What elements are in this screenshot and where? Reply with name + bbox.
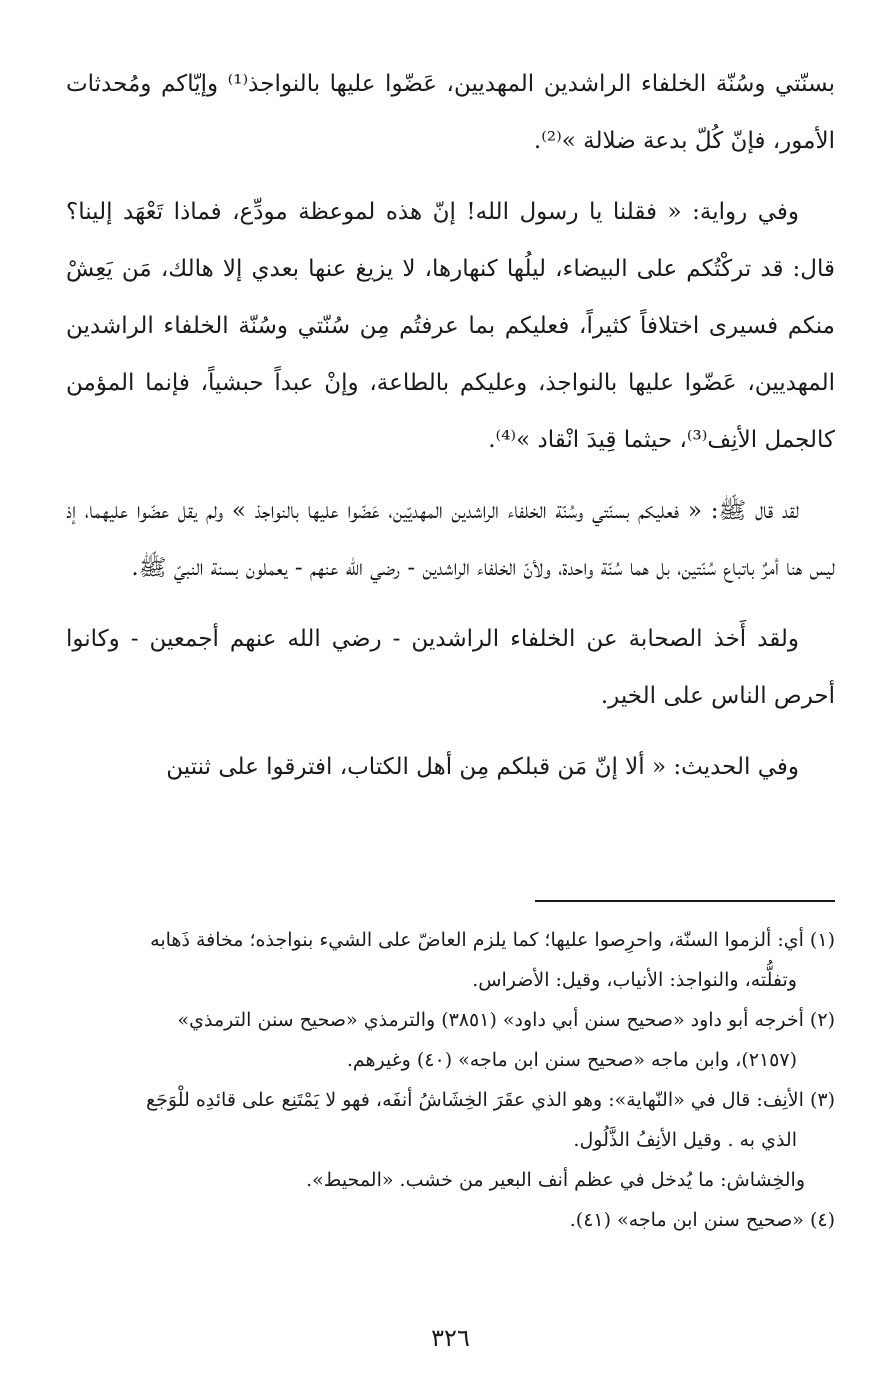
page-number: ٣٢٦ <box>431 1324 470 1352</box>
paragraph-hadith-start: وفي الحديث: « ألا إنّ مَن قبلكم مِن أهل الكتاب، افترقوا على ثنتين <box>166 754 799 780</box>
footnote-separator <box>535 900 835 902</box>
footnotes <box>66 920 835 1240</box>
footnote-3-line-2: الذي به . وقيل الأنِفُ الذَّلُول. <box>573 1129 797 1151</box>
footnote-3-line-3: والخِشاش: ما يُدخل في عظم أنف البعير من خشب. «المحيط». <box>306 1169 805 1191</box>
paragraph-hadith-continuation: بسنّتي وسُنّة الخلفاء الراشدين المهديين، عَضّوا عليها بالنواجذ⁽¹⁾ وإيّاكم ومُحدثات الأمور، فإنّ كُلّ بدعة ضلالة »⁽²⁾. <box>66 71 835 154</box>
footnote-3-line-1: (٣) الأنِف: قال في «النّهاية»: وهو الذي عقَرَ الخِشَاشُ أنفَه، فهو لا يَمْتَنِع على قائدِه للْوَجَع <box>146 1089 835 1111</box>
footnote-2-line-1: (٢) أخرجه أبو داود «صحيح سنن أبي داود» (٣٨٥١) والترمذي «صحيح سنن الترمذي» <box>177 1009 835 1031</box>
footnote-2-line-2: (٢١٥٧)، وابن ماجه «صحيح سنن ابن ماجه» (٤٠) وغيرهم. <box>346 1049 797 1071</box>
footnote-4-line-1: (٤) «صحيح سنن ابن ماجه» (٤١). <box>569 1209 835 1231</box>
paragraph-sahaba: ولقد أَخذ الصحابة عن الخلفاء الراشدين - رضي الله عنهم أجمعين - وكانوا أحرص الناس على الخير. <box>66 626 835 709</box>
footnote-1-line-1: (١) أي: ألزموا السنّة، واحرِصوا عليها؛ كما يلزم العاضّ على الشيء بنواجذه؛ مخافة ذَهابه <box>150 929 835 951</box>
paragraph-riwaya: وفي رواية: « فقلنا يا رسول الله! إنّ هذه لموعظة مودِّع، فماذا تَعْهَد إلينا؟ قال: قد تركْتُكم على البيضاء، ليلُها كنهارها، لا يزيغ عنها بعدي إلا هالك، مَن يَعِشْ منكم فسيرى اختلافاً كثيراً، فعليكم بما عرفتُم مِن سُنّتي وسُنّة الخلفاء الراشدين المهديين، عَضّوا عليها بالنواجذ، وعليكم بالطاعة، وإنْ عبداً حبشياً، فإنما المؤمن كالجمل الأنِف⁽³⁾، حيثما قِيدَ انْقاد »⁽⁴⁾. <box>66 199 835 453</box>
book-page <box>66 56 835 1387</box>
main-text <box>66 56 835 796</box>
paragraph-commentary: لقد قال ﷺ: « فعليكم بسنّتي وسُنّة الخلفاء الراشدين المهديّين، عَضّوا عليها بالنواجذ » ولم يقل عضّوا عليهما، إذ ليس هنا أمرٌ باتباع سُنّتين، بل هما سُنّة واحدة، ولأنّ الخلفاء الراشدين - رضي الله عنهم - يعملون بسنة النبيّ ﷺ. <box>66 498 835 581</box>
footnote-1-line-2: وتفلُّته، والنواجذ: الأنياب، وقيل: الأضراس. <box>472 969 797 991</box>
